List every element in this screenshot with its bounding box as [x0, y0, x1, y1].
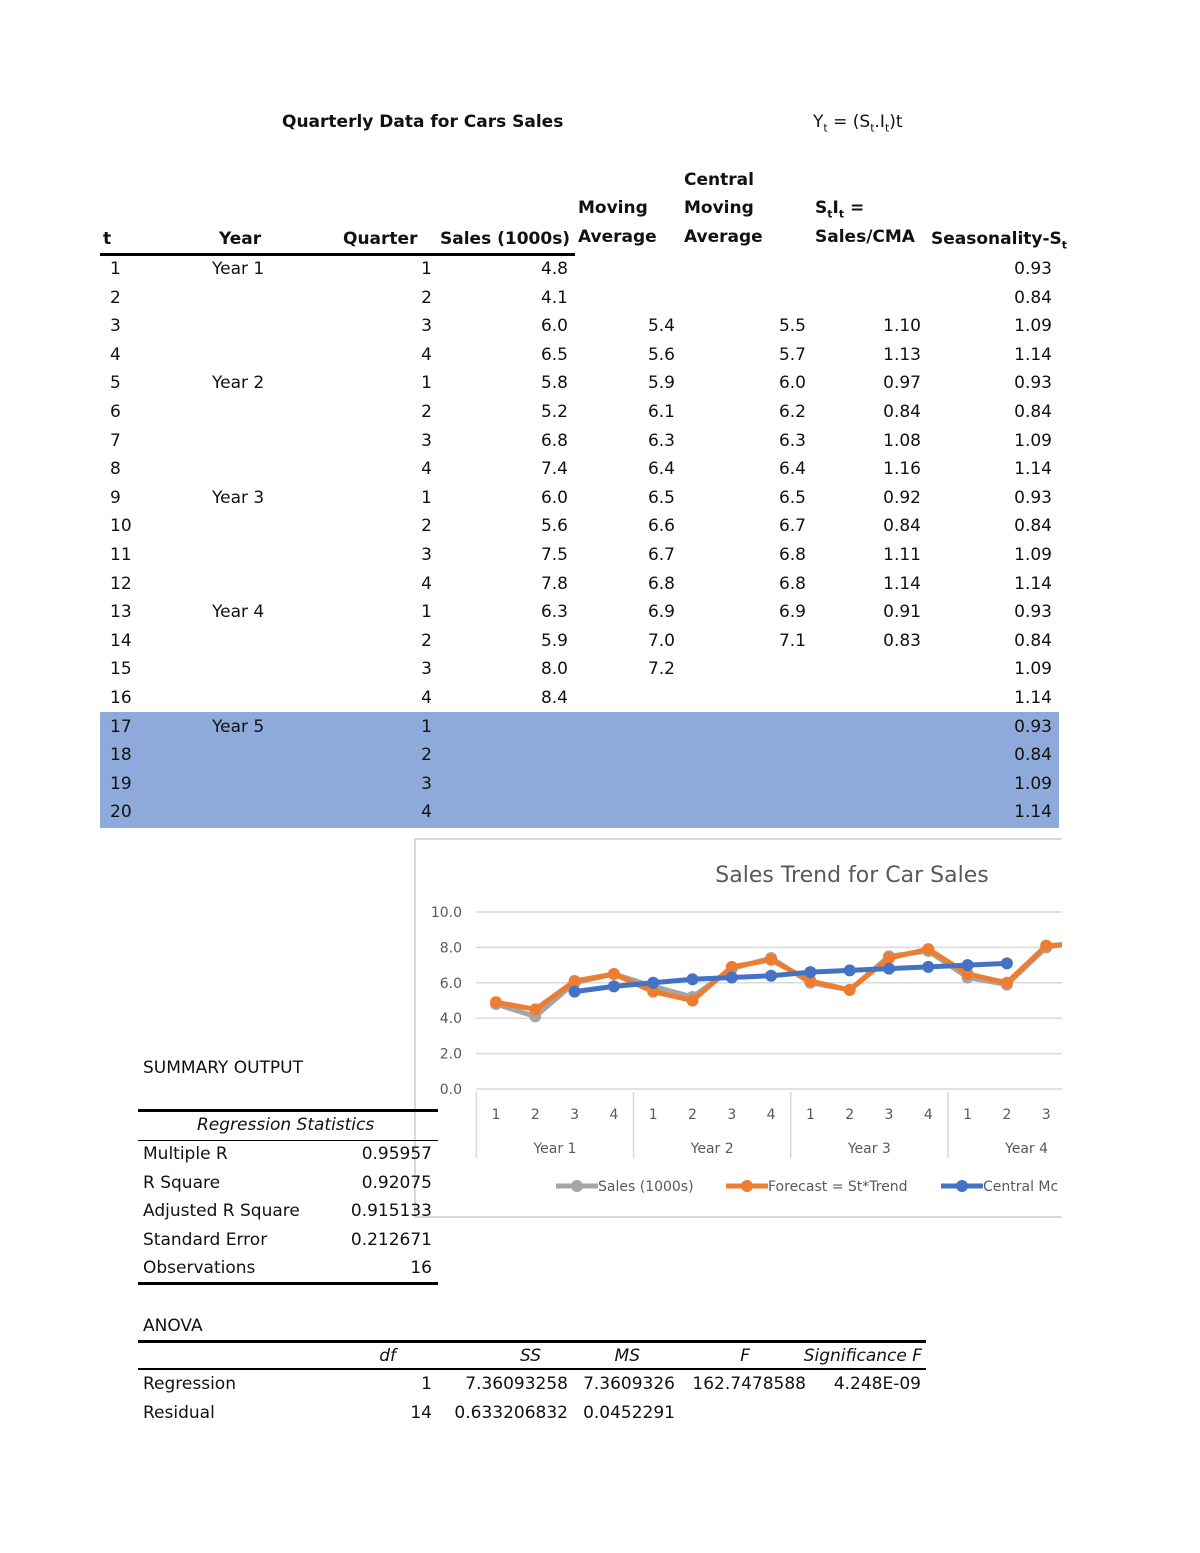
cell-si: 0.84 — [883, 516, 921, 537]
cell-sales: 6.0 — [540, 487, 568, 508]
stat-value: 0.95957 — [361, 1144, 432, 1164]
anova-cell-ss: 7.36093258 — [465, 1374, 568, 1394]
x-tick-label: 3 — [1041, 1107, 1051, 1123]
cell-seas: 0.93 — [1014, 602, 1052, 623]
cell-ma: 6.7 — [647, 545, 675, 565]
cell-seas: 1.14 — [1014, 573, 1052, 594]
cell-ma: 7.0 — [647, 630, 675, 651]
anova-row-label: Regression — [143, 1374, 236, 1394]
cell-cma: 6.8 — [778, 545, 806, 565]
series-point — [529, 1003, 541, 1015]
legend-label: Forecast = St*Trend — [768, 1179, 908, 1195]
cell-seas: 1.14 — [1014, 688, 1052, 708]
cell-si: 1.14 — [883, 573, 921, 594]
series-point — [608, 968, 620, 980]
x-tick-label: 2 — [530, 1107, 540, 1123]
x-tick-label: 3 — [570, 1107, 580, 1123]
cell-year: Year 4 — [212, 602, 265, 623]
cell-ma: 6.9 — [647, 602, 675, 623]
cell-cma: 5.7 — [778, 344, 806, 365]
chart-svg — [416, 840, 1062, 1216]
header-si-sub: t — [838, 207, 845, 221]
cell-ma: 7.2 — [647, 659, 675, 680]
cell-sales: 5.6 — [540, 516, 568, 537]
x-tick-label: 1 — [963, 1107, 973, 1123]
x-tick-label: 4 — [609, 1107, 619, 1123]
cell-year: Year 1 — [212, 259, 265, 279]
anova-title: ANOVA — [143, 1316, 203, 1336]
cell-seas: 1.09 — [1014, 430, 1052, 451]
cell-sales: 8.0 — [540, 659, 568, 680]
series-point — [490, 996, 502, 1008]
header-si-2: Sales/CMA — [815, 227, 915, 247]
header-si-sub: t — [827, 207, 833, 221]
cell-cma: 6.0 — [778, 373, 806, 394]
cell-sales: 4.8 — [540, 259, 568, 279]
cell-ma: 6.4 — [647, 459, 675, 480]
summary-title: SUMMARY OUTPUT — [143, 1058, 303, 1078]
series-point — [883, 952, 895, 964]
cell-si: 0.97 — [883, 373, 921, 394]
header-cma-3: Average — [684, 227, 763, 247]
cell-si: 1.10 — [883, 316, 921, 337]
x-tick-label: 3 — [884, 1107, 894, 1123]
header-si-s: S — [815, 198, 828, 218]
series-point — [804, 966, 816, 978]
cell-t: 9 — [110, 487, 121, 508]
header-year: Year — [219, 229, 262, 249]
cell-seas: 0.93 — [1014, 259, 1052, 279]
y-tick-label: 2.0 — [439, 1046, 462, 1063]
x-tick-label: 3 — [727, 1107, 737, 1123]
cell-sales: 6.8 — [540, 430, 568, 451]
cell-cma: 7.1 — [778, 630, 806, 651]
cell-t: 18 — [110, 745, 132, 766]
cell-sales: 7.4 — [540, 459, 568, 480]
x-group-label: Year 4 — [1005, 1141, 1049, 1157]
cell-ma: 6.8 — [647, 573, 675, 594]
formula-y: Y — [813, 112, 824, 132]
series-point — [922, 961, 934, 973]
cell-year: Year 3 — [212, 487, 265, 508]
cell-t: 8 — [110, 459, 121, 480]
cell-q: 3 — [421, 659, 432, 680]
y-tick-label: 8.0 — [439, 940, 462, 957]
cell-seas: 1.09 — [1014, 659, 1052, 680]
formula-sub: t — [884, 121, 890, 135]
cell-t: 5 — [110, 373, 121, 394]
cell-q: 1 — [421, 487, 432, 508]
cell-ma: 5.9 — [647, 373, 675, 394]
series-point — [922, 943, 934, 955]
y-tick-label: 4.0 — [439, 1011, 462, 1028]
cell-q: 2 — [421, 630, 432, 651]
cell-ma: 6.1 — [647, 402, 675, 422]
cell-si: 0.83 — [883, 630, 921, 651]
formula-tail: )t — [889, 112, 903, 132]
cell-seas: 1.14 — [1014, 802, 1052, 823]
cell-sales: 5.2 — [540, 402, 568, 422]
series-point — [883, 963, 895, 975]
formula — [813, 112, 903, 134]
stat-label: Standard Error — [143, 1229, 268, 1250]
cell-q: 1 — [421, 602, 432, 623]
x-tick-label: 2 — [845, 1107, 855, 1123]
legend-label: Sales (1000s) — [598, 1179, 694, 1195]
header-ma-2: Average — [578, 227, 657, 247]
page-title: Quarterly Data for Cars Sales — [282, 112, 564, 132]
cell-t: 2 — [110, 287, 121, 308]
cell-seas: 0.84 — [1014, 630, 1052, 651]
series-point — [1001, 957, 1013, 969]
anova-col-header: F — [740, 1346, 750, 1366]
series-point — [726, 971, 738, 983]
cell-t: 16 — [110, 688, 132, 708]
series-point — [687, 995, 699, 1007]
formula-eq: = (S — [827, 112, 871, 132]
cell-si: 0.84 — [883, 402, 921, 422]
anova-col-header: MS — [614, 1346, 640, 1366]
header-t: t — [103, 229, 112, 249]
anova-cell-f: 162.7478588 — [692, 1374, 806, 1394]
cell-t: 19 — [110, 773, 132, 794]
cell-cma: 6.7 — [778, 516, 806, 537]
cell-t: 17 — [110, 716, 132, 737]
header-seasonality — [931, 229, 1067, 251]
series-point — [765, 970, 777, 982]
summary-rule-bottom — [138, 1282, 438, 1285]
header-ma-1: Moving — [578, 198, 648, 218]
legend-label: Central Mc — [983, 1179, 1059, 1195]
cell-t: 1 — [110, 259, 121, 279]
y-tick-label: 0.0 — [439, 1082, 462, 1098]
cell-q: 4 — [421, 573, 432, 594]
cell-sales: 4.1 — [540, 287, 568, 308]
stat-value: 0.92075 — [361, 1172, 432, 1193]
cell-si: 1.11 — [883, 545, 921, 565]
cell-t: 7 — [110, 430, 121, 451]
cell-sales: 7.8 — [540, 573, 568, 594]
header-si-i: I — [832, 198, 839, 218]
cell-cma: 6.5 — [778, 487, 806, 508]
anova-cell-df: 1 — [421, 1374, 432, 1394]
header-si-1 — [815, 198, 864, 220]
series-point — [1001, 977, 1013, 989]
cell-t: 4 — [110, 344, 121, 365]
header-si-eq: = — [844, 198, 865, 218]
x-tick-label: 2 — [1002, 1107, 1012, 1123]
cell-t: 11 — [110, 545, 132, 565]
cell-cma: 5.5 — [778, 316, 806, 337]
series-point — [1040, 940, 1052, 952]
header-sales: Sales (1000s) — [440, 229, 571, 249]
cell-seas: 1.14 — [1014, 344, 1052, 365]
cell-q: 4 — [421, 802, 432, 823]
cell-si: 1.16 — [883, 459, 921, 480]
cell-q: 2 — [421, 745, 432, 766]
stat-label: Adjusted R Square — [143, 1201, 300, 1221]
anova-cell-ms: 0.0452291 — [583, 1403, 675, 1423]
x-tick-label: 4 — [766, 1107, 776, 1123]
y-tick-label: 10.0 — [430, 905, 462, 921]
cell-sales: 7.5 — [540, 545, 568, 565]
cell-q: 1 — [421, 716, 432, 737]
series-point — [765, 954, 777, 966]
legend-marker — [571, 1180, 583, 1192]
cell-seas: 0.84 — [1014, 287, 1052, 308]
cell-ma: 6.3 — [647, 430, 675, 451]
cell-q: 4 — [421, 459, 432, 480]
x-group-label: Year 1 — [533, 1141, 577, 1157]
cell-ma: 6.6 — [647, 516, 675, 537]
anova-col-header: SS — [520, 1346, 541, 1366]
x-group-label: Year 2 — [690, 1141, 734, 1157]
cell-q: 2 — [421, 402, 432, 422]
cell-seas: 0.93 — [1014, 373, 1052, 394]
y-tick-label: 6.0 — [439, 975, 462, 992]
cell-seas: 1.14 — [1014, 459, 1052, 480]
x-tick-label: 1 — [648, 1107, 658, 1123]
cell-cma: 6.4 — [778, 459, 806, 480]
anova-cell-ms: 7.3609326 — [583, 1374, 675, 1394]
series-point — [647, 977, 659, 989]
cell-cma: 6.2 — [778, 402, 806, 422]
header-rule — [100, 253, 575, 256]
cell-q: 3 — [421, 545, 432, 565]
cell-seas: 0.84 — [1014, 402, 1052, 422]
header-cma-1: Central — [684, 170, 754, 190]
x-group-label: Year 3 — [847, 1141, 891, 1157]
cell-t: 6 — [110, 402, 121, 422]
cell-t: 10 — [110, 516, 132, 537]
anova-cell-df: 14 — [410, 1403, 432, 1423]
header-cma-2: Moving — [684, 198, 754, 218]
series-point — [844, 984, 856, 996]
cell-year: Year 5 — [212, 716, 265, 737]
x-tick-label: 2 — [688, 1107, 697, 1123]
formula-i: .I — [874, 112, 885, 132]
cell-q: 3 — [421, 773, 432, 794]
anova-row-label: Residual — [143, 1403, 215, 1423]
cell-seas: 0.93 — [1014, 716, 1052, 737]
header-quarter: Quarter — [343, 229, 418, 249]
cell-t: 15 — [110, 659, 132, 680]
cell-seas: 1.09 — [1014, 773, 1052, 794]
cell-q: 1 — [421, 373, 432, 394]
cell-t: 14 — [110, 630, 132, 651]
formula-sub: t — [870, 121, 875, 135]
cell-si: 0.92 — [883, 487, 921, 508]
cell-sales: 6.5 — [540, 344, 568, 365]
header-seas-sub: t — [1061, 238, 1068, 252]
cell-q: 4 — [421, 688, 432, 708]
sales-trend-chart — [414, 838, 1062, 1218]
cell-ma: 5.4 — [647, 316, 675, 337]
cell-t: 13 — [110, 602, 132, 623]
cell-seas: 0.84 — [1014, 516, 1052, 537]
anova-cell-ss: 0.633206832 — [454, 1403, 568, 1423]
anova-rule-top — [138, 1340, 926, 1343]
anova-rule-mid — [138, 1368, 926, 1370]
cell-sales: 5.8 — [540, 373, 568, 394]
legend-marker — [741, 1180, 753, 1192]
stat-label: R Square — [143, 1172, 221, 1193]
formula-sub: t — [823, 121, 828, 135]
cell-t: 12 — [110, 573, 132, 594]
cell-ma: 6.5 — [647, 487, 675, 508]
summary-rule-mid — [138, 1140, 438, 1141]
cell-seas: 0.84 — [1014, 745, 1052, 766]
cell-q: 3 — [421, 316, 432, 337]
cell-t: 3 — [110, 316, 121, 337]
series-point — [962, 959, 974, 971]
cell-si: 0.91 — [883, 602, 921, 623]
series-point — [687, 973, 699, 985]
cell-sales: 6.0 — [540, 316, 568, 337]
summary-rule-top — [138, 1109, 438, 1112]
cell-q: 2 — [421, 516, 432, 537]
stat-label: Multiple R — [143, 1144, 228, 1164]
x-tick-label: 1 — [491, 1107, 501, 1123]
series-point — [844, 964, 856, 976]
header-seas-text: Seasonality-S — [931, 229, 1062, 249]
stat-value: 16 — [410, 1258, 432, 1278]
cell-ma: 5.6 — [647, 344, 675, 365]
cell-q: 2 — [421, 287, 432, 308]
cell-seas: 1.09 — [1014, 316, 1052, 337]
anova-col-header: Significance F — [803, 1346, 922, 1366]
chart-title: Sales Trend for Car Sales — [715, 863, 989, 888]
stat-value: 0.915133 — [350, 1201, 432, 1221]
cell-q: 4 — [421, 344, 432, 365]
stat-label: Observations — [143, 1258, 256, 1278]
cell-seas: 1.09 — [1014, 545, 1052, 565]
regression-stats-header: Regression Statistics — [197, 1115, 375, 1135]
series-point — [726, 961, 738, 973]
cell-sales: 6.3 — [540, 602, 568, 623]
cell-cma: 6.8 — [778, 573, 806, 594]
cell-si: 1.08 — [883, 430, 921, 451]
cell-q: 3 — [421, 430, 432, 451]
cell-q: 1 — [421, 259, 432, 279]
cell-cma: 6.9 — [778, 602, 806, 623]
x-tick-label: 4 — [923, 1107, 933, 1123]
cell-year: Year 2 — [212, 373, 265, 394]
cell-t: 20 — [110, 802, 132, 823]
stat-value: 0.212671 — [350, 1229, 432, 1250]
cell-sales: 5.9 — [540, 630, 568, 651]
series-point — [569, 975, 581, 987]
cell-seas: 0.93 — [1014, 487, 1052, 508]
series-point — [569, 986, 581, 998]
cell-si: 1.13 — [883, 344, 921, 365]
cell-cma: 6.3 — [778, 430, 806, 451]
legend-marker — [956, 1180, 968, 1192]
anova-col-header: df — [379, 1346, 396, 1366]
cell-sales: 8.4 — [540, 688, 568, 708]
anova-cell-sig: 4.248E-09 — [833, 1374, 921, 1394]
x-tick-label: 1 — [805, 1107, 815, 1123]
series-point — [608, 980, 620, 992]
